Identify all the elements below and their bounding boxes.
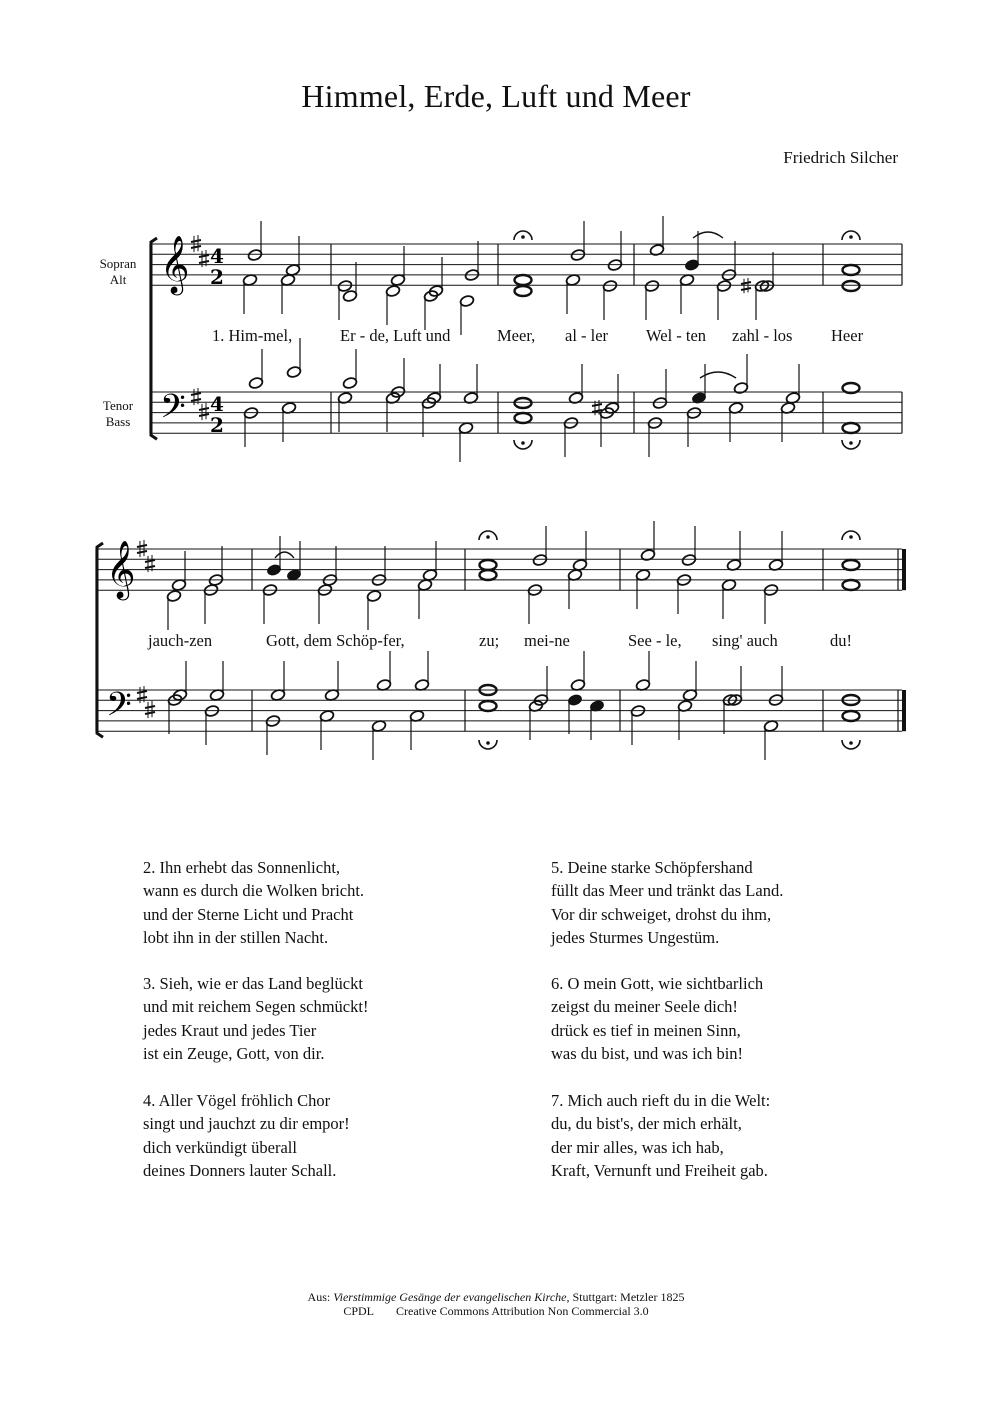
verse-line: drück es tief in meinen Sinn, xyxy=(551,1020,741,1040)
fermata-dot xyxy=(521,235,525,239)
verse-line: 5. Deine starke Schöpfershand xyxy=(551,858,753,877)
sharp-icon-bar xyxy=(199,255,209,263)
voice-label-sopran: Sopran xyxy=(99,256,137,271)
lyric-syllable: Meer, xyxy=(497,326,536,345)
whole-note xyxy=(515,286,532,296)
verse-line: was du bist, und was ich bin! xyxy=(551,1043,744,1063)
sharp-icon-bar xyxy=(741,282,751,290)
cpdl-label: CPDL xyxy=(343,1304,375,1318)
verse-line: 6. O mein Gott, wie sichtbarlich xyxy=(551,974,764,993)
lyric-syllable: mei-ne xyxy=(524,631,570,650)
sharp-icon xyxy=(202,403,206,420)
lyric-syllable: 1. Him-mel, xyxy=(212,326,293,345)
sharp-icon-bar xyxy=(145,706,155,714)
verse-line: dich verkündigt überall xyxy=(143,1137,297,1157)
treble-clef-icon: 𝄞 xyxy=(160,235,190,293)
voice-label-tenor: Tenor xyxy=(102,398,134,413)
composer-name: Friedrich Silcher xyxy=(783,148,898,167)
fermata-dot xyxy=(849,741,853,745)
license-line xyxy=(0,1304,992,1318)
fermata-dot xyxy=(849,441,853,445)
whole-note xyxy=(515,275,532,285)
verse-4 xyxy=(143,1089,350,1182)
whole-note xyxy=(843,265,860,275)
source-line xyxy=(0,1290,992,1304)
lyric-syllable: du! xyxy=(830,631,852,650)
verse-line: Kraft, Vernunft und Freiheit gab. xyxy=(551,1160,768,1180)
lyric-syllable: See - le, xyxy=(628,631,682,650)
verse-line: lobt ihn in der stillen Nacht. xyxy=(143,927,329,947)
verse-line: jedes Sturmes Ungestüm. xyxy=(551,927,720,947)
lyric-syllable: jauch-zen xyxy=(148,631,213,650)
bass-clef-icon: 𝄢 xyxy=(160,388,186,434)
verse-2 xyxy=(143,856,364,949)
verse-line: singt und jauchzt zu dir empor! xyxy=(143,1114,350,1134)
sharp-icon xyxy=(148,701,152,718)
time-signature-denominator: 2 xyxy=(210,265,224,289)
lyric-syllable: sing' auch xyxy=(712,631,778,650)
whole-note xyxy=(843,580,860,590)
treble-clef-icon: 𝄞 xyxy=(106,540,136,598)
verse-line: 7. Mich auch rieft du in die Welt: xyxy=(551,1091,771,1110)
voice-label-alt: Alt xyxy=(109,272,127,287)
fermata-dot xyxy=(521,441,525,445)
verse-line: du, du bist's, der mich erhält, xyxy=(551,1114,742,1134)
sharp-icon-bar xyxy=(199,408,209,416)
source-title: Vierstimmige Gesänge der evangelischen Kirche, xyxy=(333,1290,570,1304)
verse-line: ist ein Zeuge, Gott, von dir. xyxy=(143,1043,325,1063)
bass-clef-icon: 𝄢 xyxy=(106,686,132,732)
verse-line: und mit reichem Segen schmückt! xyxy=(143,997,369,1017)
license-text: Creative Commons Attribution Non Commercial 3.0 xyxy=(396,1304,649,1318)
whole-note xyxy=(480,701,497,711)
whole-note xyxy=(515,413,532,423)
verse-line: 4. Aller Vögel fröhlich Chor xyxy=(143,1091,331,1110)
time-signature-denominator: 2 xyxy=(210,413,224,437)
verse-line: 3. Sieh, wie er das Land beglückt xyxy=(143,974,363,993)
verse-3 xyxy=(143,972,368,1065)
system-bracket xyxy=(97,543,103,737)
time-signature-numerator: 4 xyxy=(210,244,224,268)
verse-line: füllt das Meer und tränkt das Land. xyxy=(551,881,784,901)
lyric-syllable: zahl - los xyxy=(732,326,793,345)
source-footer xyxy=(0,1290,992,1318)
verse-line: 2. Ihn erhebt das Sonnenlicht, xyxy=(143,858,341,877)
verse-6 xyxy=(551,972,763,1065)
whole-note xyxy=(480,560,497,570)
system-bracket xyxy=(151,238,157,439)
verse-5 xyxy=(551,856,783,949)
sharp-icon-bar xyxy=(592,404,602,412)
verse-line: deines Donners lauter Schall. xyxy=(143,1160,337,1180)
whole-note xyxy=(515,398,532,408)
verse-line: jedes Kraut und jedes Tier xyxy=(143,1020,317,1040)
source-place: Stuttgart: Metzler 1825 xyxy=(572,1290,685,1304)
verse-line: wann es durch die Wolken bricht. xyxy=(143,881,365,901)
whole-note xyxy=(843,281,860,291)
whole-note xyxy=(843,711,860,721)
verse-line: Vor dir schweiget, drohst du ihm, xyxy=(551,904,772,924)
verse-line: der mir alles, was ich hab, xyxy=(551,1137,724,1157)
verse-7 xyxy=(551,1089,770,1182)
fermata-dot xyxy=(486,741,490,745)
sharp-icon-bar xyxy=(191,393,201,401)
voice-label-bass: Bass xyxy=(105,414,131,429)
whole-note xyxy=(843,423,860,433)
fermata-dot xyxy=(849,535,853,539)
slur-icon xyxy=(275,552,294,558)
sharp-icon-bar xyxy=(145,560,155,568)
lyric-syllable: zu; xyxy=(479,631,500,650)
page-title: Himmel, Erde, Luft und Meer xyxy=(301,78,691,114)
sharp-icon-bar xyxy=(137,691,147,699)
verse-line: und der Sterne Licht und Pracht xyxy=(143,904,354,924)
verse-line: zeigst du meiner Seele dich! xyxy=(551,997,738,1017)
fermata-dot xyxy=(849,235,853,239)
lyric-syllable: Heer xyxy=(831,326,864,345)
whole-note xyxy=(843,560,860,570)
lyric-syllable: Er - de, Luft und xyxy=(340,326,451,345)
lyric-syllable: al - ler xyxy=(565,326,609,345)
time-signature-numerator: 4 xyxy=(210,392,224,416)
lyric-syllable: Gott, dem Schöp-fer, xyxy=(266,631,405,650)
source-prefix: Aus: xyxy=(307,1290,331,1304)
fermata-dot xyxy=(486,535,490,539)
lyric-syllable: Wel - ten xyxy=(646,326,707,345)
score-notation xyxy=(96,216,904,760)
whole-note xyxy=(480,570,497,580)
